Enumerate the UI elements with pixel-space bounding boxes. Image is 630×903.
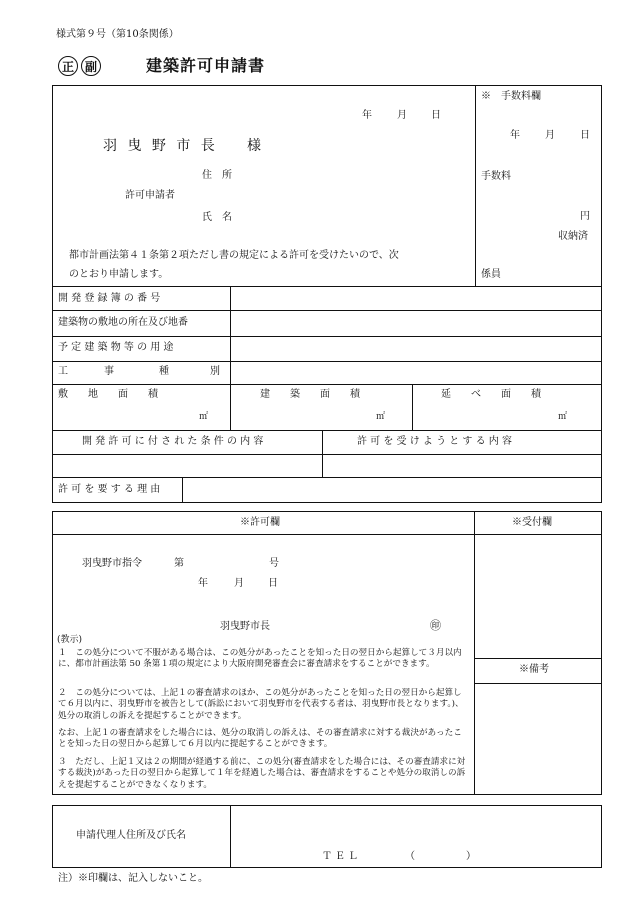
instruction-note-3: なお、上記１の審査請求をした場合には、処分の取消しの訴えは、その審査請求に対する裁決があったことを知った日の翌日から起算して６月以内に提起することができます。 bbox=[58, 728, 462, 750]
instruction-note-4: ３ ただし、上記１又は２の期間が経過する前に、この処分(審査請求をした場合には、その審査請求に対する裁決)があった日の翌日から起算して１年を経過した場合は、審査請求をすることや処分の取消しの訴えを提起することができなくなります。 bbox=[58, 757, 466, 790]
page-title: 建築許可申請書 bbox=[146, 56, 266, 75]
fee-panel-title: ※ 手数料欄 bbox=[481, 91, 541, 102]
dev-register-number-field[interactable] bbox=[233, 288, 599, 309]
permit-reason-field[interactable] bbox=[185, 479, 599, 501]
site-location-field[interactable] bbox=[233, 312, 599, 334]
footer-note: 注）※印欄は、記入しないこと。 bbox=[58, 873, 208, 884]
original-seal-icon: 正 bbox=[58, 56, 78, 76]
floor-area-field[interactable] bbox=[415, 404, 599, 428]
instruction-note-1: １ この処分について不服がある場合は、この処分があったことを知った日の翌日から起算して３月以内に、都市計画法第 50 条第１項の規定により大阪府開発審査会に審査請求をすることができます。 bbox=[58, 648, 462, 670]
reception-title: ※受付欄 bbox=[512, 517, 552, 528]
applicant-name-field[interactable] bbox=[250, 207, 470, 227]
mayor-seal-icon: ㊞ bbox=[430, 619, 441, 632]
building-area-field[interactable] bbox=[233, 404, 409, 428]
construction-type-field[interactable] bbox=[233, 363, 599, 382]
agent-tel-field[interactable] bbox=[350, 847, 490, 866]
permit-conditions-field[interactable] bbox=[55, 456, 320, 476]
permit-section-title: ※許可欄 bbox=[240, 517, 280, 528]
building-use-field[interactable] bbox=[233, 338, 599, 359]
agent-address-name-field[interactable] bbox=[233, 808, 599, 843]
agent-label: 申請代理人住所及び氏名 bbox=[76, 830, 186, 841]
form-number: 様式第９号（第10条関係） bbox=[56, 29, 179, 40]
applicant-address-field[interactable] bbox=[250, 166, 470, 186]
instruction-note-2: ２ この処分については、上記１の審査請求のほか、この処分があったことを知った日の翌日から起算して６月以内に、羽曳野市を被告として(訴訟において羽曳野市を代表する者は、羽曳野市長となります。)、処分の取消しの訴えを提起することができます。 bbox=[58, 688, 464, 721]
addressee: 羽 曳 野 市 長 bbox=[103, 138, 218, 154]
permit-content-field[interactable] bbox=[325, 456, 599, 476]
site-area-field[interactable] bbox=[55, 404, 227, 428]
remarks-title: ※備考 bbox=[519, 664, 549, 675]
copy-seal-icon: 副 bbox=[81, 56, 101, 76]
application-date-field[interactable] bbox=[330, 105, 450, 125]
